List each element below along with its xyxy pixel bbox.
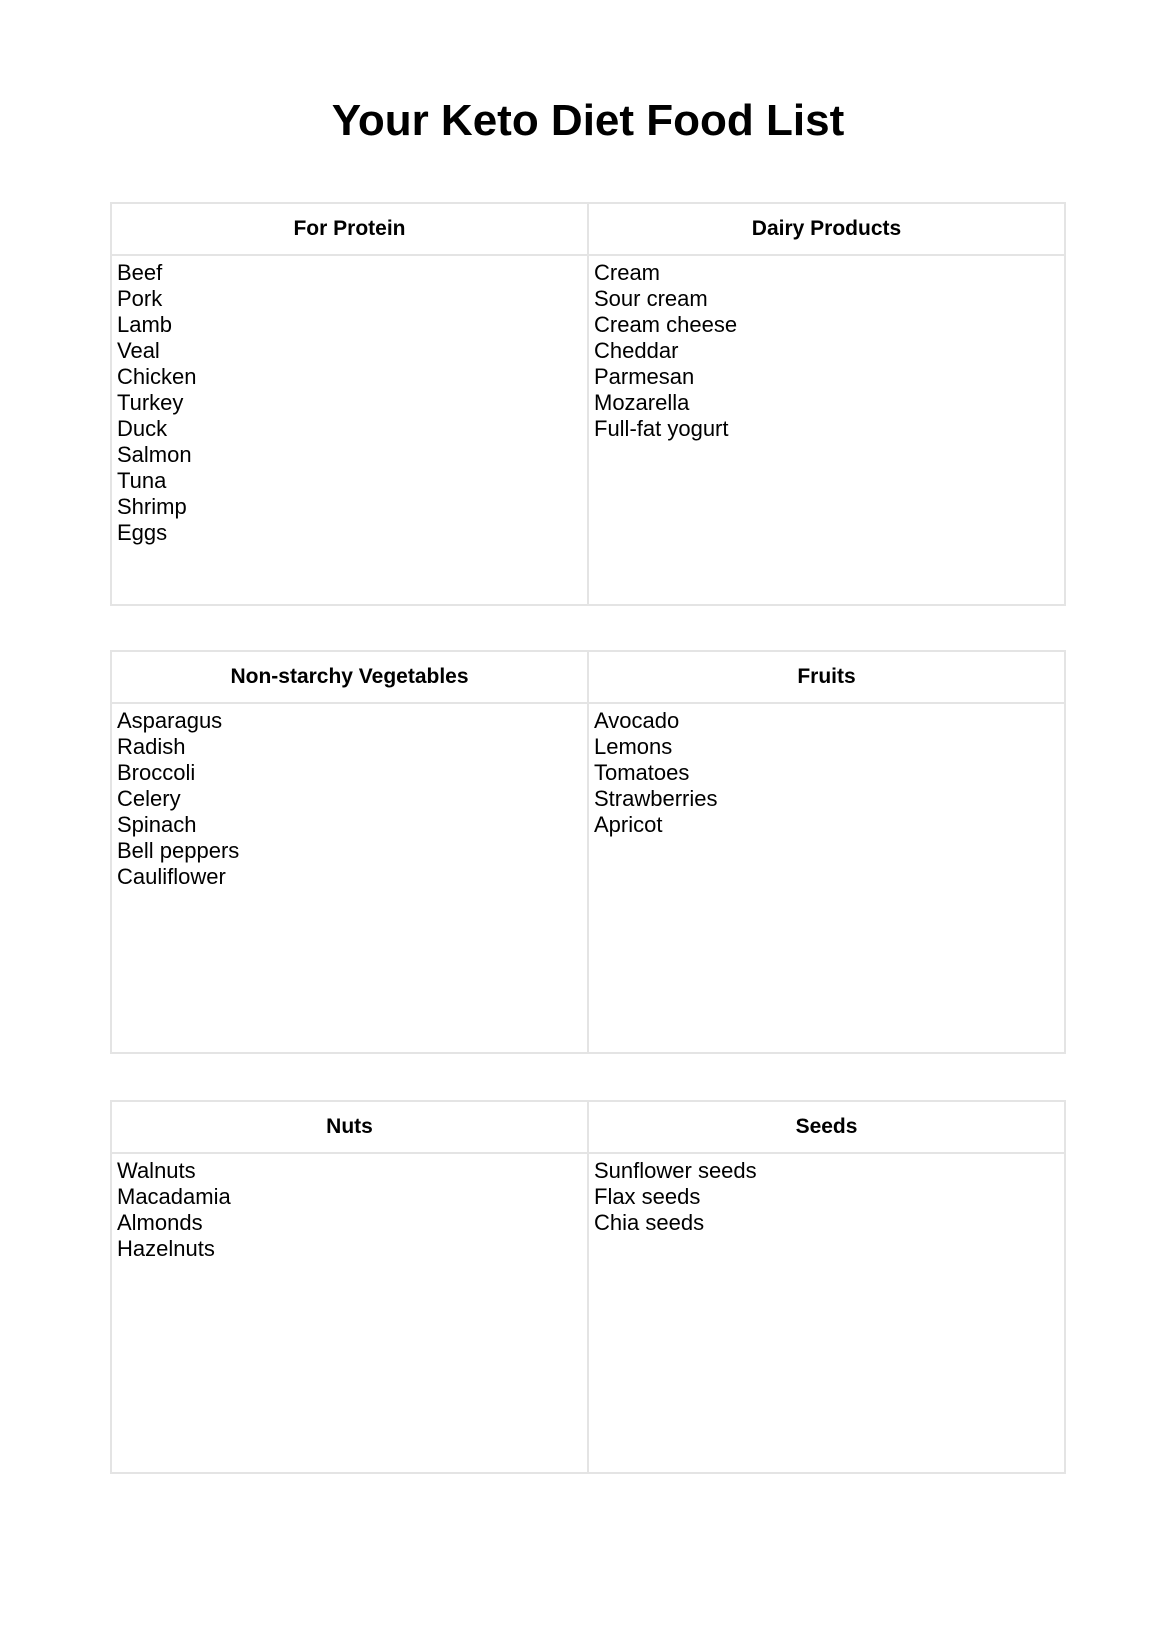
food-item: Asparagus: [117, 708, 223, 733]
food-item: Flax seeds: [594, 1184, 701, 1209]
food-item: Full-fat yogurt: [594, 416, 729, 441]
food-item: Avocado: [594, 708, 680, 733]
food-list: [111, 255, 588, 605]
food-item: Bell peppers: [117, 838, 240, 863]
food-item: Shrimp: [117, 494, 187, 519]
food-item: Apricot: [594, 812, 663, 837]
food-item: Chicken: [117, 364, 197, 389]
food-item: Cream cheese: [594, 312, 738, 337]
food-item: Walnuts: [117, 1158, 196, 1183]
column-header: Dairy Products: [588, 203, 1065, 255]
food-item: Duck: [117, 416, 168, 441]
food-item: Tomatoes: [594, 760, 690, 785]
food-item: Veal: [117, 338, 160, 363]
food-item: Pork: [117, 286, 163, 311]
food-item: Sour cream: [594, 286, 708, 311]
food-item: Eggs: [117, 520, 168, 545]
food-item: Tuna: [117, 468, 167, 493]
column-header: Seeds: [588, 1101, 1065, 1153]
food-item: Beef: [117, 260, 163, 285]
food-item: Spinach: [117, 812, 197, 837]
food-list: [588, 703, 1065, 1053]
food-item: Radish: [117, 734, 186, 759]
food-item: Parmesan: [594, 364, 695, 389]
food-item: Hazelnuts: [117, 1236, 215, 1261]
food-item: Cream: [594, 260, 661, 285]
food-item: Salmon: [117, 442, 192, 467]
column-header: Non-starchy Vegetables: [111, 651, 588, 703]
food-item: Macadamia: [117, 1184, 231, 1209]
food-table: [110, 650, 1066, 1054]
food-list: [588, 1153, 1065, 1473]
food-item: Sunflower seeds: [594, 1158, 757, 1183]
food-item: Strawberries: [594, 786, 718, 811]
food-item: Chia seeds: [594, 1210, 705, 1235]
food-list: [111, 703, 588, 1053]
food-item: Almonds: [117, 1210, 203, 1235]
page-title: Your Keto Diet Food List: [331, 96, 845, 145]
food-item: Broccoli: [117, 760, 196, 785]
food-item: Cheddar: [594, 338, 679, 363]
food-item: Lemons: [594, 734, 673, 759]
column-header: For Protein: [111, 203, 588, 255]
column-header: Nuts: [111, 1101, 588, 1153]
food-item: Celery: [117, 786, 181, 811]
food-item: Lamb: [117, 312, 173, 337]
food-table: [110, 202, 1066, 606]
food-table: [110, 1100, 1066, 1474]
food-list: [111, 1153, 588, 1473]
food-item: Mozarella: [594, 390, 690, 415]
food-list: [588, 255, 1065, 605]
column-header: Fruits: [588, 651, 1065, 703]
food-item: Turkey: [117, 390, 184, 415]
food-item: Cauliflower: [117, 864, 226, 889]
